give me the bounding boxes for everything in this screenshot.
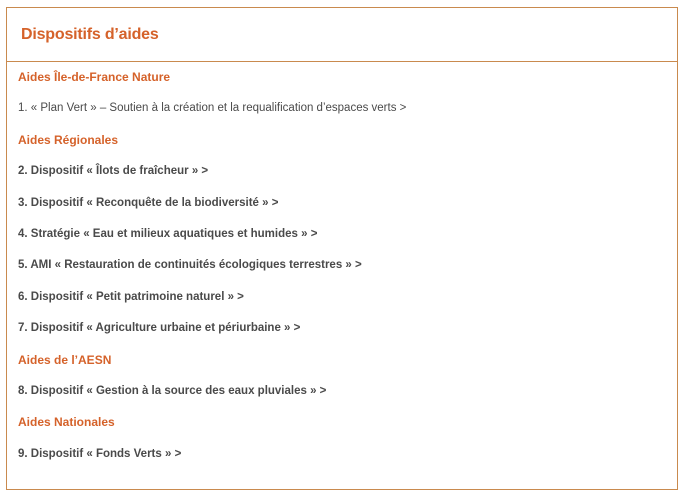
aid-schemes-panel (6, 7, 678, 490)
panel-header (7, 8, 677, 62)
link-petit-patrimoine[interactable]: 6. Dispositif « Petit patrimoine naturel » > (18, 290, 244, 303)
panel-title: Dispositifs d’aides (21, 25, 159, 43)
link-ami-continuites[interactable]: 5. AMI « Restauration de continuités écologiques terrestres » > (18, 259, 362, 272)
link-ilots-fraicheur[interactable]: 2. Dispositif « Îlots de fraîcheur » > (18, 165, 209, 178)
section-heading-regionales: Aides Régionales (18, 132, 119, 147)
panel-body (7, 62, 677, 470)
link-plan-vert[interactable]: 1. « Plan Vert » – Soutien à la création et la requalification d’espaces verts > (18, 102, 407, 115)
section-heading-nationales: Aides Nationales (18, 415, 115, 430)
link-fonds-verts[interactable]: 9. Dispositif « Fonds Verts » > (18, 447, 182, 460)
link-agriculture-urbaine[interactable]: 7. Dispositif « Agriculture urbaine et périurbaine » > (18, 322, 301, 335)
section-heading-idf-nature: Aides Île-de-France Nature (18, 70, 171, 84)
link-reconquete-biodiversite[interactable]: 3. Dispositif « Reconquête de la biodiversité » > (18, 196, 279, 209)
link-eaux-pluviales[interactable]: 8. Dispositif « Gestion à la source des eaux pluviales » > (18, 384, 327, 397)
link-eau-milieux-aquatiques[interactable]: 4. Stratégie « Eau et milieux aquatiques et humides » > (18, 227, 318, 240)
section-heading-aesn: Aides de l’AESN (18, 352, 112, 367)
